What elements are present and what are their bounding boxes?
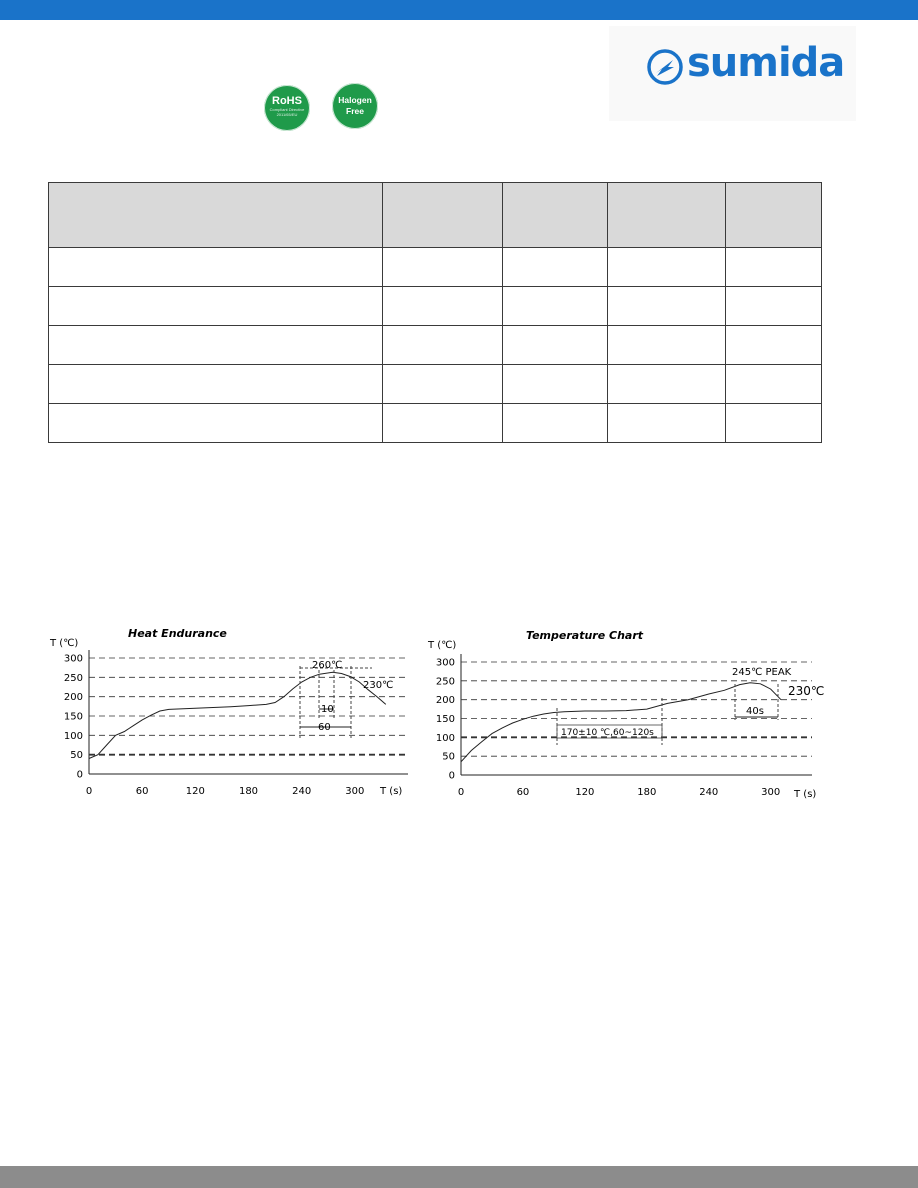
- y-tick-label: 200: [63, 692, 83, 704]
- series-line: [461, 683, 781, 762]
- x-tick-label: 120: [185, 786, 205, 797]
- heat-endurance-chart: [42, 620, 414, 811]
- chart-annotation: 260℃: [312, 660, 343, 671]
- series-line: [89, 672, 386, 758]
- table-cell: [383, 365, 503, 404]
- table-header-cell: [49, 183, 383, 248]
- y-tick-label: 50: [442, 751, 455, 763]
- table-cell: [726, 287, 822, 326]
- heat-endurance-chart-svg: [42, 620, 414, 806]
- x-tick-label: 240: [699, 787, 719, 798]
- y-tick-label: 50: [70, 750, 83, 762]
- x-tick-label: 0: [457, 787, 465, 798]
- y-tick-label: 100: [63, 730, 83, 742]
- table-cell: [503, 326, 608, 365]
- table-cell: [503, 404, 608, 443]
- chart-annotation: 245℃ PEAK: [732, 667, 792, 678]
- rohs-badge-title: RoHS: [272, 95, 302, 107]
- table-cell: [49, 248, 383, 287]
- table-row: [49, 248, 822, 287]
- x-axis-label: T (s): [380, 786, 403, 797]
- table-cell: [49, 287, 383, 326]
- table-cell: [608, 287, 726, 326]
- table-header-cell: [608, 183, 726, 248]
- chart-annotation: 60: [318, 722, 331, 733]
- table-header-cell: [726, 183, 822, 248]
- table-header-row: [49, 183, 822, 248]
- x-axis-label: T (s): [794, 789, 817, 800]
- y-tick-label: 300: [63, 653, 83, 665]
- temperature-chart: [420, 622, 832, 811]
- table-cell: [503, 248, 608, 287]
- y-axis-label: T (℃): [428, 640, 457, 651]
- y-tick-label: 150: [435, 714, 455, 725]
- table-header-cell: [503, 183, 608, 248]
- y-axis-label: T (℃): [50, 638, 79, 649]
- x-tick-label: 120: [575, 787, 595, 798]
- table-cell: [503, 287, 608, 326]
- table-cell: [383, 326, 503, 365]
- y-tick-label: 300: [435, 657, 455, 669]
- y-tick-label: 150: [63, 711, 83, 723]
- table-cell: [49, 326, 383, 365]
- chart-annotation: 230℃: [363, 680, 394, 691]
- x-tick-label: 0: [85, 786, 93, 797]
- logo-wordmark: sumida: [687, 40, 845, 86]
- rohs-badge: [264, 85, 310, 131]
- table-cell: [383, 404, 503, 443]
- table-cell: [726, 404, 822, 443]
- table-row: [49, 287, 822, 326]
- specification-table: [48, 182, 822, 443]
- header-band: [0, 0, 918, 20]
- table-cell: [726, 326, 822, 365]
- table-cell: [383, 287, 503, 326]
- table-cell: [608, 365, 726, 404]
- x-tick-label: 240: [292, 786, 312, 797]
- temperature-chart-svg: [420, 622, 832, 806]
- company-logo: [609, 26, 856, 121]
- footer-band: [0, 1166, 918, 1188]
- chart-annotation: 170±10 ℃,60~120s: [561, 728, 654, 738]
- table-cell: [383, 248, 503, 287]
- table-header-cell: [383, 183, 503, 248]
- table-cell: [726, 248, 822, 287]
- table-row: [49, 404, 822, 443]
- x-tick-label: 300: [345, 786, 365, 797]
- table-cell: [608, 404, 726, 443]
- y-tick-label: 250: [435, 676, 455, 688]
- chart-annotation: 230℃: [788, 684, 825, 698]
- table-row: [49, 365, 822, 404]
- table-cell: [503, 365, 608, 404]
- table-cell: [608, 248, 726, 287]
- chart-annotation: 40s: [746, 706, 764, 717]
- y-tick-label: 0: [448, 770, 455, 782]
- x-tick-label: 180: [238, 786, 259, 797]
- y-tick-label: 0: [76, 769, 83, 781]
- halogen-free-badge-title: Halogen Free: [338, 95, 372, 116]
- x-tick-label: 180: [637, 787, 657, 798]
- y-tick-label: 200: [435, 695, 455, 707]
- chart-title: Heat Endurance: [128, 627, 227, 640]
- y-tick-label: 100: [435, 732, 455, 744]
- table-cell: [608, 326, 726, 365]
- x-tick-label: 60: [516, 787, 530, 798]
- table-cell: [49, 365, 383, 404]
- sumida-logo-icon: [647, 49, 683, 85]
- x-tick-label: 60: [135, 786, 149, 797]
- halogen-free-badge: [332, 83, 378, 129]
- rohs-badge-fine-print: Compliant Directive 2011/65/EU: [269, 107, 305, 117]
- y-tick-label: 250: [63, 672, 83, 684]
- table-cell: [49, 404, 383, 443]
- table-cell: [726, 365, 822, 404]
- table-row: [49, 326, 822, 365]
- chart-annotation: 10: [321, 704, 334, 715]
- x-tick-label: 300: [761, 787, 781, 798]
- chart-title: Temperature Chart: [526, 629, 644, 642]
